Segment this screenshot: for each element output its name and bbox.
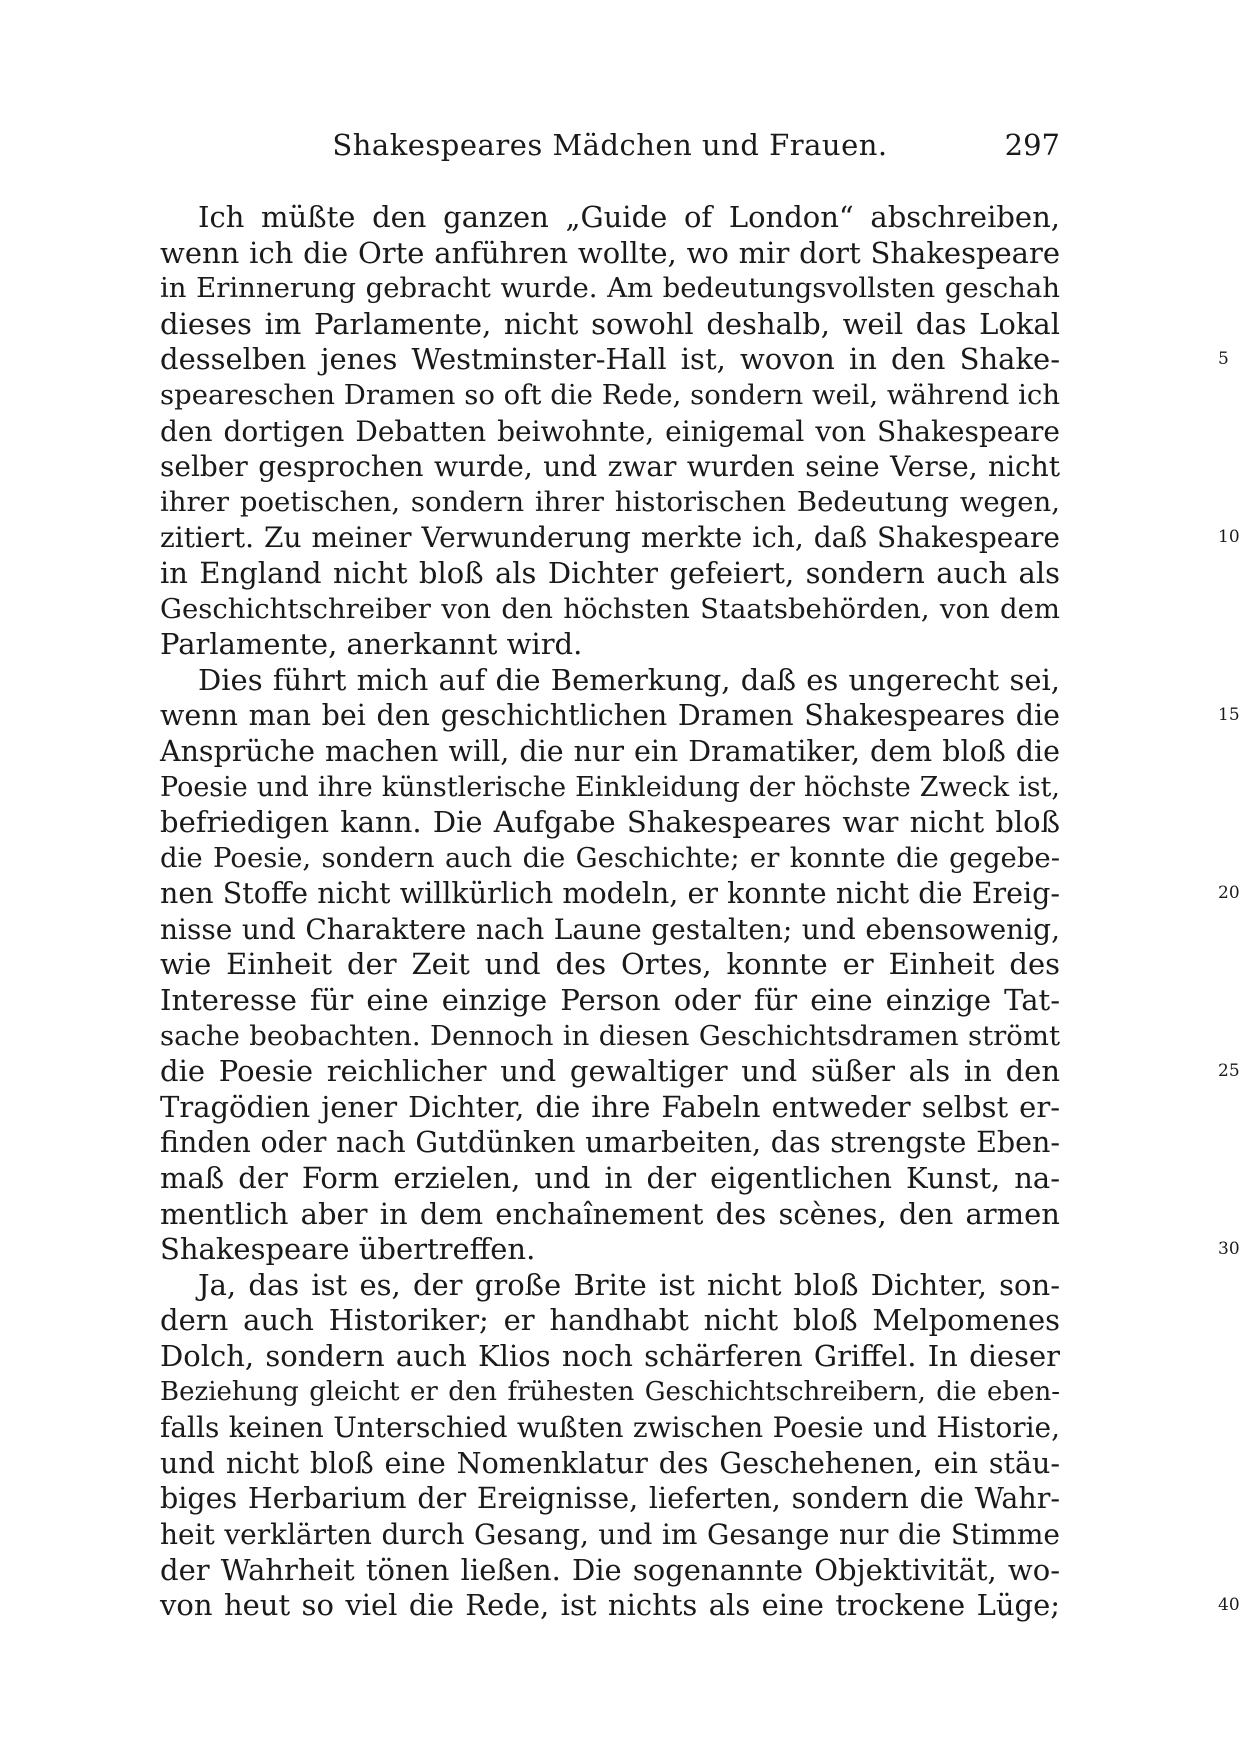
text-line: Poesie und ihre künstlerische Einkleidung der höchste Zweck ist, [160,771,1060,803]
text-line: maß der Form erzielen, und in der eigentlichen Kunst, na- [160,1161,1060,1196]
text-line: wenn ich die Orte anführen wollte, wo mir dort Shakespeare [160,235,1060,270]
text-line: in Erinnerung gebracht wurde. Am bedeutungsvollsten geschah [160,272,1060,305]
text-line: zitiert. Zu meiner Verwunderung merkte ich, daß Shakespeare [160,521,1060,555]
text-line: Parlamente, anerkannt wird. [160,627,583,662]
text-line: falls keinen Unterschied wußten zwischen Poesie und Historie, [160,1411,1060,1445]
running-head [160,128,1060,168]
line-number: 15 [1218,705,1240,726]
text-line: Dies führt mich auf die Bemerkung, daß es ungerecht sei, [198,662,1060,697]
text-line: mentlich aber in dem enchaînement des scènes, den armen [160,1196,1060,1231]
text-line: Ich müßte den ganzen „Guide of London“ abschreiben, [198,200,1060,234]
text-line: den dortigen Debatten beiwohnte, einigemal von Shakespeare [160,414,1060,448]
text-line: finden oder nach Gutdünken umarbeiten, das strengste Eben- [160,1126,1060,1160]
text-line: Dolch, sondern auch Klios noch schärferen Griffel. In dieser [160,1339,1060,1373]
text-line: von heut so viel die Rede, ist nichts als eine trockene Lüge; [160,1588,1060,1623]
text-line: die Poesie reichlicher und gewaltiger und süßer als in den [160,1054,1060,1089]
line-number: 30 [1218,1239,1240,1260]
text-line: heit verklärten durch Gesang, und im Gesange nur die Stimme [160,1517,1060,1551]
text-line: befriedigen kann. Die Aufgabe Shakespeares war nicht bloß [160,805,1060,840]
text-line: Interesse für eine einzige Person oder für eine einzige Tat- [160,983,1060,1018]
text-line: speareschen Dramen so oft die Rede, sondern weil, während ich [160,378,1060,411]
text-line: dern auch Historiker; er handhabt nicht bloß Melpomenes [160,1303,1060,1338]
text-line: biges Herbarium der Ereignisse, lieferten, sondern die Wahr- [160,1482,1060,1516]
text-line: der Wahrheit tönen ließen. Die sogenannte Objektivität, wo- [160,1552,1060,1587]
text-line: Ansprüche machen will, die nur ein Dramatiker, dem bloß die [160,734,1060,768]
text-line: wenn man bei den geschichtlichen Dramen Shakespeares die [160,699,1060,733]
text-line: Beziehung gleicht er den frühesten Geschichtschreibern, die eben- [160,1376,1060,1407]
text-line: Ja, das ist es, der große Brite ist nicht bloß Dichter, son- [198,1267,1060,1302]
text-line: ihrer poetischen, sondern ihrer historischen Bedeutung wegen, [160,485,1060,518]
text-line: sache beobachten. Dennoch in diesen Geschichtsdramen strömt [160,1019,1060,1052]
text-line: in England nicht bloß als Dichter gefeiert, sondern auch als [160,555,1060,590]
line-number: 40 [1218,1595,1240,1616]
text-line: selber gesprochen wurde, und zwar wurden seine Verse, nicht [160,450,1060,484]
line-number: 25 [1218,1061,1240,1082]
text-line: Tragödien jener Dichter, die ihre Fabeln entweder selbst er- [160,1089,1060,1124]
text-line: nen Stoffe nicht willkürlich modeln, er konnte nicht die Ereig- [160,877,1060,911]
line-number: 5 [1218,349,1229,370]
text-line: desselben jenes Westminster-Hall ist, wovon in den Shake- [160,342,1060,377]
body-text [160,200,1240,1624]
running-title: Shakespeares Mädchen und Frauen. [332,128,888,162]
text-line: Shakespeare übertreffen. [160,1232,536,1267]
page-number: 297 [1004,128,1060,162]
text-line: dieses im Parlamente, nicht sowohl deshalb, weil das Lokal [160,306,1060,341]
line-number: 20 [1218,883,1240,904]
line-number: 10 [1218,527,1240,548]
text-line: Geschichtschreiber von den höchsten Staatsbehörden, von dem [160,592,1060,625]
text-line: wie Einheit der Zeit und des Ortes, konnte er Einheit des [160,947,1060,982]
text-line: nisse und Charaktere nach Laune gestalten; und ebensowenig, [160,912,1060,946]
text-line: und nicht bloß eine Nomenklatur des Geschehenen, ein stäu- [160,1446,1060,1480]
text-line: die Poesie, sondern auch die Geschichte; er konnte die gegebe- [160,841,1060,874]
